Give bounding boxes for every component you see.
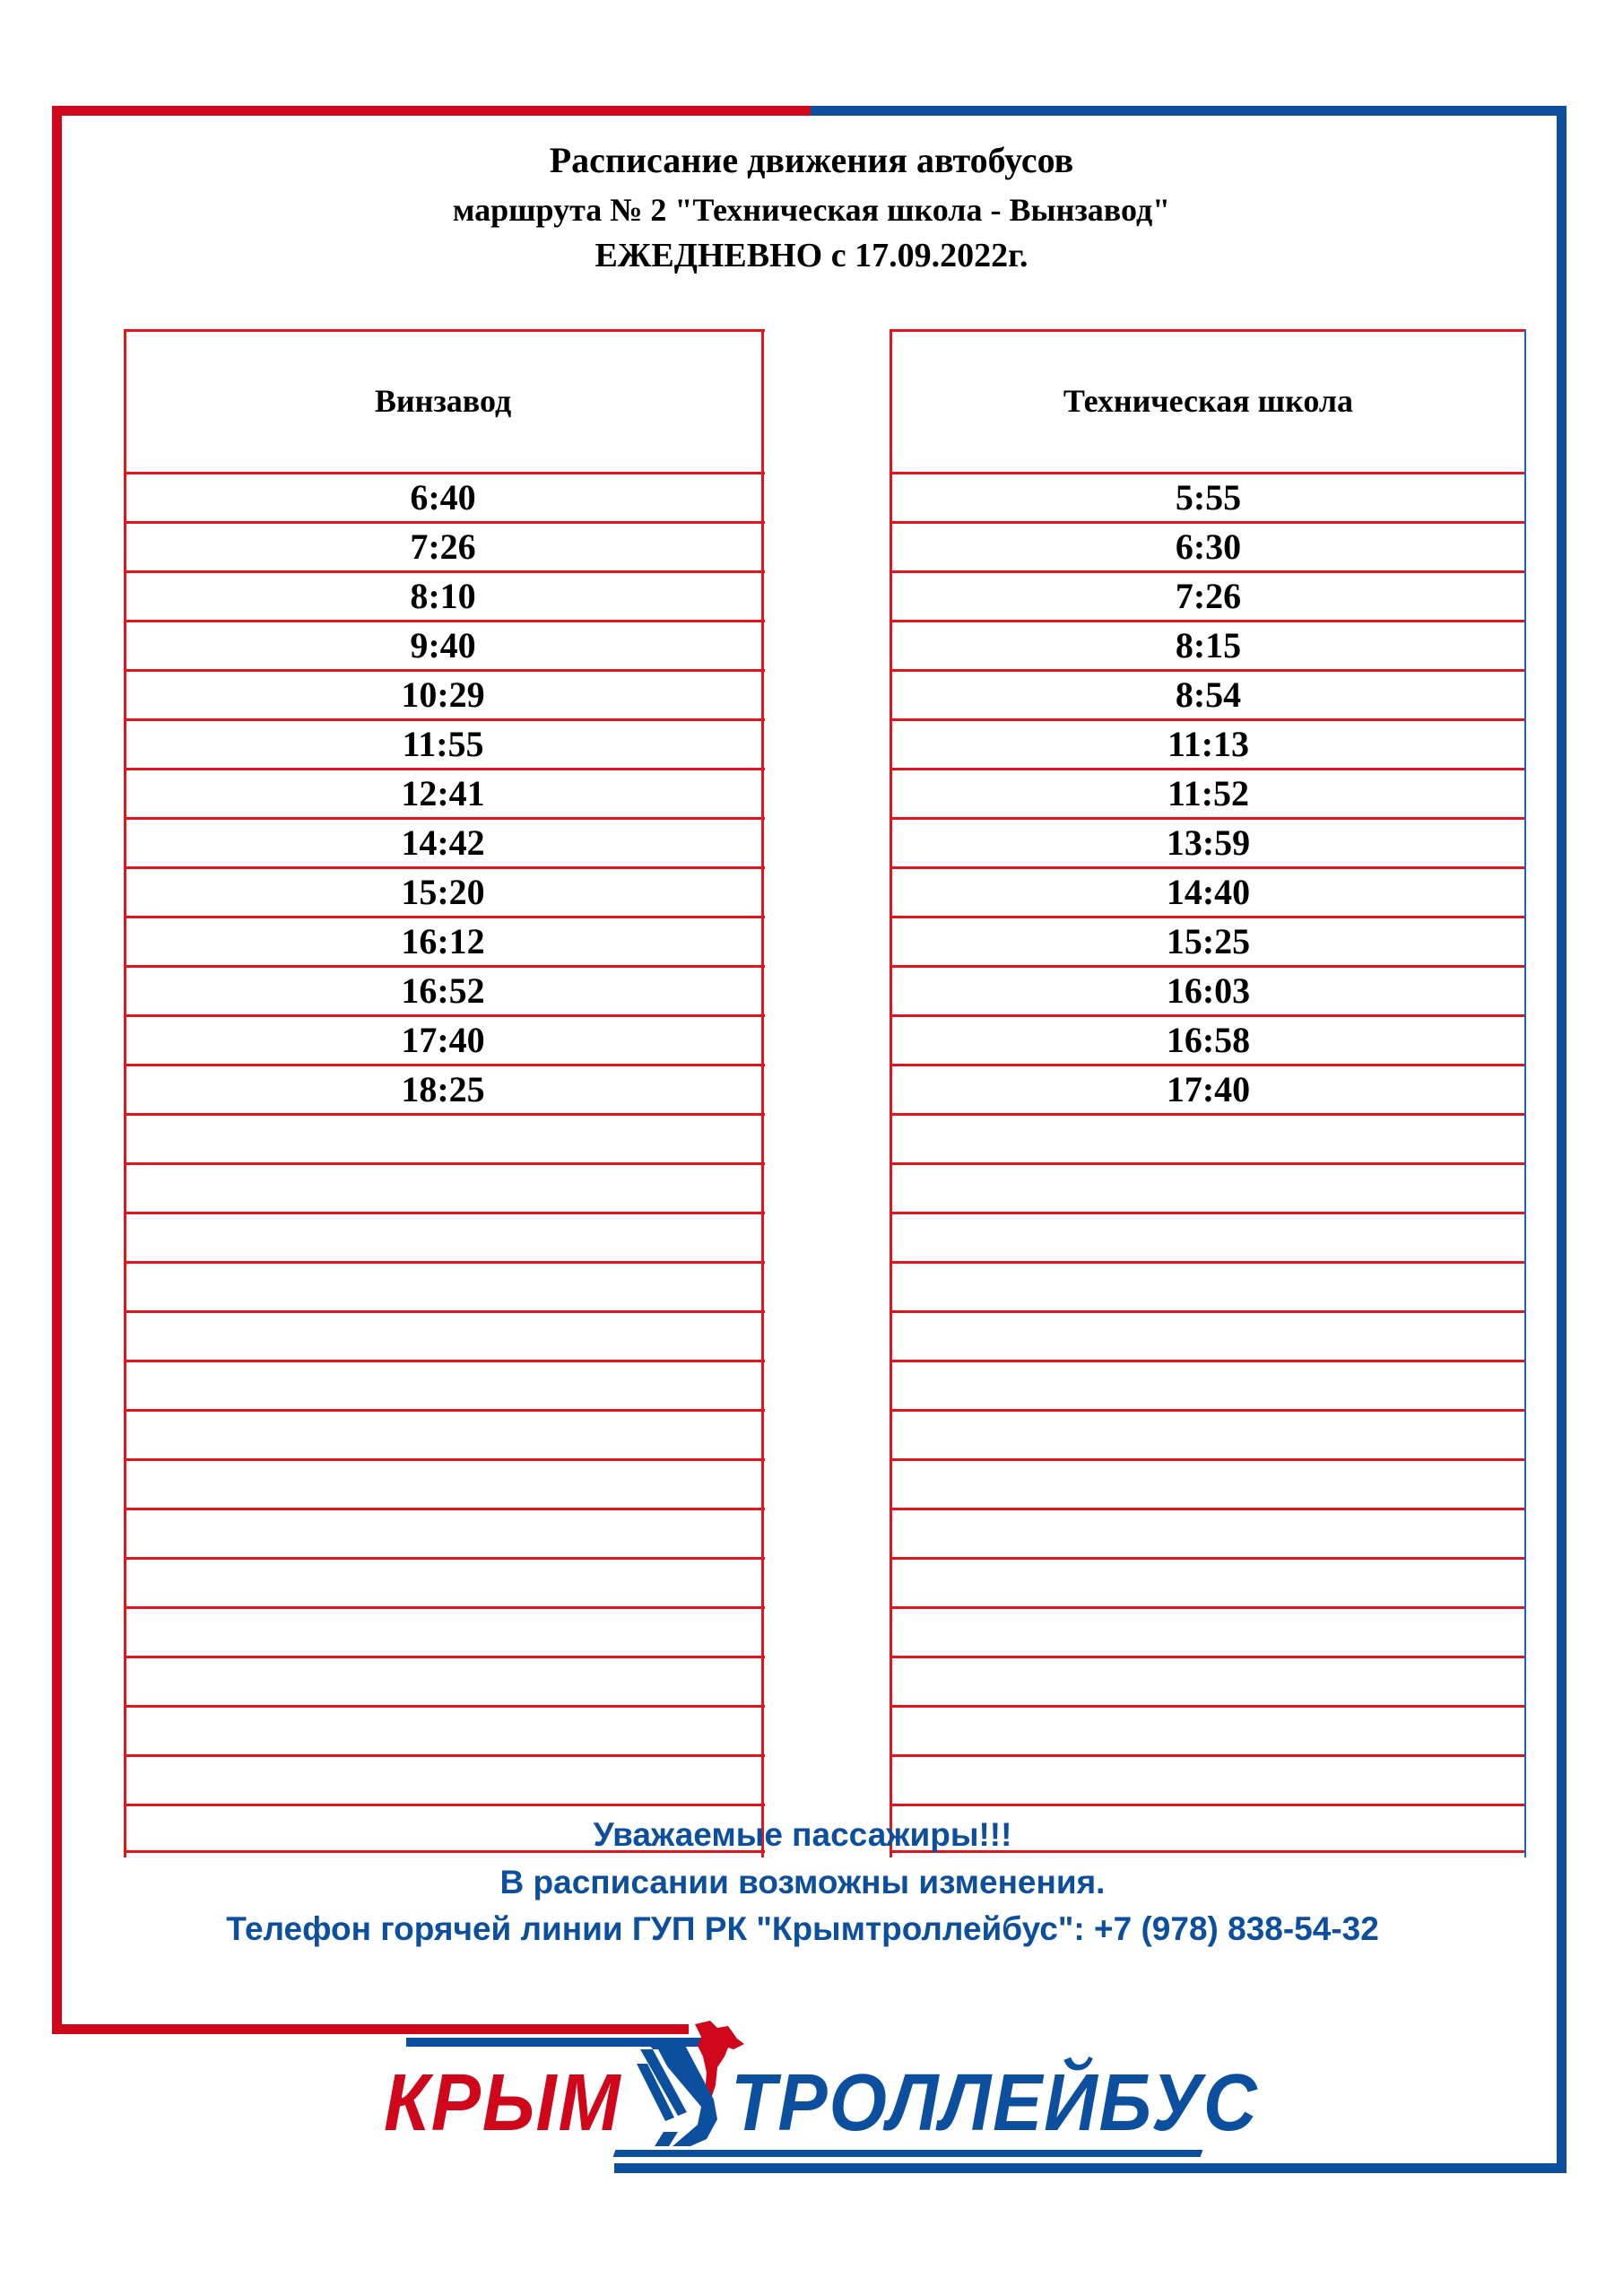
- grid-line-horizontal: [124, 1656, 765, 1658]
- grid-line-horizontal: [890, 1162, 1526, 1165]
- grid-line-horizontal: [890, 768, 1526, 770]
- table-cell: 18:25: [401, 1069, 485, 1109]
- logo-word-krym: КРЫМ: [384, 2058, 622, 2148]
- table-cell: 8:10: [410, 576, 476, 616]
- grid-line-horizontal: [890, 329, 1526, 332]
- grid-line-horizontal: [890, 1409, 1526, 1412]
- grid-line-horizontal: [890, 1064, 1526, 1066]
- grid-line-horizontal: [124, 1064, 765, 1066]
- grid-line-horizontal: [124, 965, 765, 968]
- table-cell: 6:40: [410, 477, 476, 517]
- grid-line-horizontal: [890, 620, 1526, 622]
- grid-line-horizontal: [890, 1557, 1526, 1560]
- grid-line-horizontal: [890, 669, 1526, 672]
- grid-line-vertical-left: [124, 329, 126, 1857]
- grid-line-horizontal: [890, 866, 1526, 869]
- table-cell: 16:58: [1166, 1020, 1251, 1060]
- frame-border-blue-top: [811, 106, 1567, 116]
- grid-line-horizontal: [124, 1212, 765, 1214]
- frame-border-red-left: [52, 106, 62, 2034]
- table-cell: 6:30: [1175, 526, 1242, 567]
- table-cell: 10:29: [401, 674, 485, 715]
- column-header-vinzavod: Винзавод: [374, 383, 512, 419]
- grid-line-horizontal: [890, 1606, 1526, 1609]
- grid-line-horizontal: [890, 472, 1526, 474]
- table-cell: 7:26: [410, 526, 476, 567]
- column-spacer: [762, 329, 890, 1857]
- grid-line-horizontal: [124, 1113, 765, 1116]
- grid-lines-left: [124, 329, 765, 1857]
- table-cell: 16:52: [401, 970, 485, 1011]
- griffin-emblem-icon: [628, 2013, 789, 2157]
- table-cell: 11:52: [1167, 773, 1250, 813]
- grid-line-horizontal: [124, 472, 765, 474]
- grid-line-horizontal: [124, 1705, 765, 1708]
- grid-line-horizontal: [890, 1212, 1526, 1214]
- route-subtitle: маршрута № 2 "Техническая школа - Вынзавод": [452, 192, 1171, 228]
- grid-line-horizontal: [890, 1261, 1526, 1264]
- table-cell: 17:40: [401, 1020, 485, 1060]
- grid-line-horizontal: [890, 1360, 1526, 1362]
- table-cell: 15:20: [401, 872, 485, 912]
- table-cell: 8:54: [1175, 674, 1242, 715]
- table-cell: 7:26: [1175, 576, 1242, 616]
- table-cell: 15:25: [1166, 921, 1251, 961]
- grid-line-horizontal: [890, 718, 1526, 721]
- grid-line-horizontal: [890, 916, 1526, 918]
- grid-line-horizontal: [124, 1606, 765, 1609]
- grid-line-horizontal: [124, 817, 765, 820]
- grid-line-horizontal: [890, 1310, 1526, 1313]
- grid-line-horizontal: [124, 570, 765, 573]
- grid-line-horizontal: [124, 1754, 765, 1757]
- table-cell: 11:13: [1167, 724, 1250, 764]
- notice-greeting: Уважаемые пассажиры!!!: [593, 1816, 1012, 1853]
- grid-line-horizontal: [890, 521, 1526, 524]
- table-cell: 11:55: [402, 724, 484, 764]
- grid-line-horizontal: [890, 1508, 1526, 1510]
- grid-line-horizontal: [890, 570, 1526, 573]
- schedule-validity: ЕЖЕДНЕВНО с 17.09.2022г.: [595, 237, 1028, 274]
- grid-line-horizontal: [124, 1014, 765, 1017]
- grid-line-horizontal: [890, 1458, 1526, 1461]
- grid-line-vertical-right: [1524, 329, 1526, 1857]
- grid-line-horizontal: [124, 1804, 765, 1806]
- grid-line-horizontal: [124, 916, 765, 918]
- grid-line-horizontal: [890, 1705, 1526, 1708]
- grid-line-vertical-mid1: [761, 329, 764, 1857]
- table-cell: 16:12: [401, 921, 485, 961]
- frame-border-blue-bottom: [614, 2163, 1567, 2173]
- grid-line-horizontal: [124, 1508, 765, 1510]
- grid-line-horizontal: [124, 620, 765, 622]
- notice-changes: В расписании возможны изменения.: [499, 1864, 1106, 1900]
- logo-word-trolleybus: ТРОЛЛЕЙБУС: [731, 2058, 1259, 2148]
- grid-line-horizontal: [124, 718, 765, 721]
- table-cell: 14:42: [401, 822, 485, 863]
- grid-line-vertical-mid2: [890, 329, 892, 1857]
- grid-line-horizontal: [124, 1409, 765, 1412]
- table-cell: 8:15: [1175, 625, 1242, 665]
- grid-line-horizontal: [890, 1754, 1526, 1757]
- column-header-technical-school: Техническая школа: [1063, 383, 1354, 419]
- grid-line-horizontal: [124, 1557, 765, 1560]
- grid-line-horizontal: [124, 768, 765, 770]
- schedule-title: Расписание движения автобусов: [549, 140, 1074, 180]
- grid-line-horizontal: [124, 1458, 765, 1461]
- grid-line-horizontal: [124, 329, 765, 332]
- table-cell: 14:40: [1166, 872, 1251, 912]
- grid-line-horizontal: [890, 817, 1526, 820]
- schedule-table: [124, 329, 1526, 1857]
- grid-lines-right: [890, 329, 1526, 1857]
- grid-line-horizontal: [124, 1360, 765, 1362]
- table-cell: 9:40: [410, 625, 476, 665]
- table-cell: 17:40: [1166, 1069, 1251, 1109]
- grid-line-horizontal: [890, 1014, 1526, 1017]
- notice-hotline: Телефон горячей линии ГУП РК "Крымтроллейбус": +7 (978) 838-54-32: [226, 1910, 1379, 1947]
- frame-border-red-top: [52, 106, 811, 116]
- grid-line-horizontal: [124, 521, 765, 524]
- grid-line-horizontal: [124, 866, 765, 869]
- grid-line-horizontal: [890, 1113, 1526, 1116]
- table-cell: 13:59: [1166, 822, 1251, 863]
- table-cell: 12:41: [401, 773, 485, 813]
- table-cell: 16:03: [1166, 970, 1251, 1011]
- grid-line-horizontal: [124, 1261, 765, 1264]
- grid-line-horizontal: [890, 965, 1526, 968]
- grid-line-horizontal: [124, 669, 765, 672]
- grid-line-horizontal: [124, 1310, 765, 1313]
- table-cell: 5:55: [1175, 477, 1242, 517]
- grid-line-horizontal: [124, 1162, 765, 1165]
- grid-line-horizontal: [890, 1656, 1526, 1658]
- grid-line-horizontal: [890, 1804, 1526, 1806]
